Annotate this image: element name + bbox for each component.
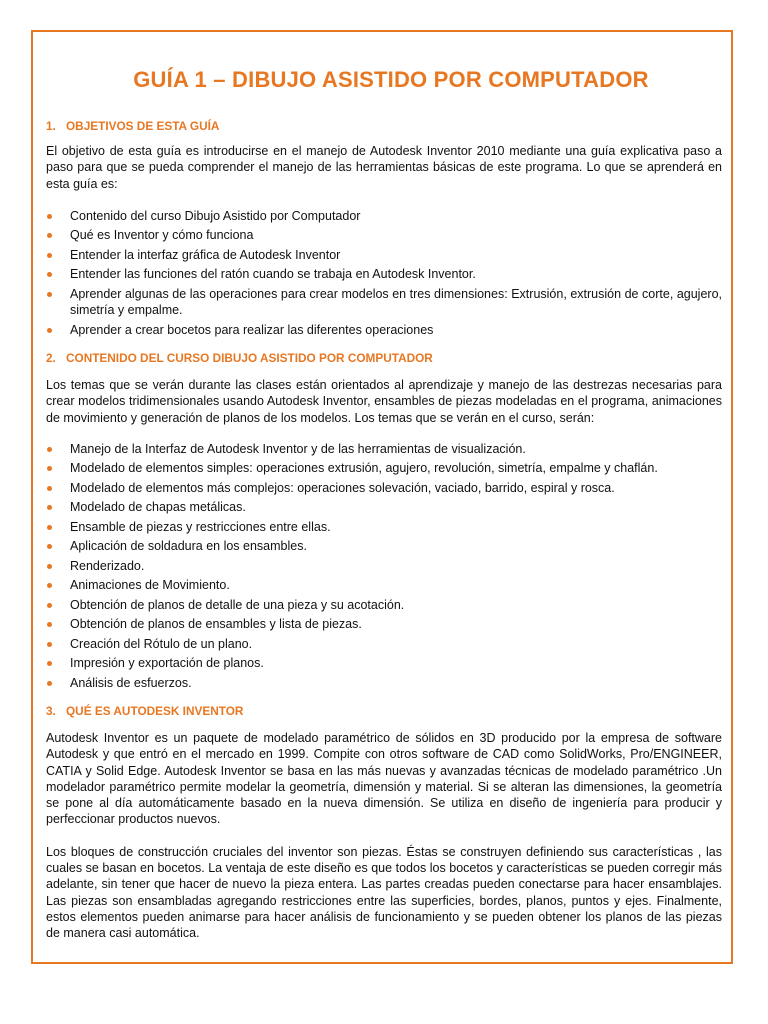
- list-item: Renderizado.: [46, 558, 722, 574]
- page-title: GUÍA 1 – DIBUJO ASISTIDO POR COMPUTADOR: [133, 67, 649, 92]
- list-item: Entender las funciones del ratón cuando se trabaja en Autodesk Inventor.: [46, 266, 722, 282]
- section-number: 1.: [46, 119, 56, 133]
- bullet-icon: [47, 525, 52, 530]
- bullet-icon: [47, 486, 52, 491]
- bullet-icon: [47, 233, 52, 238]
- section-intro: El objetivo de esta guía es introducirse en el manejo de Autodesk Inventor 2010 mediante una guía explicativa paso a paso para que se pueda comprender el manejo de las herramientas básicas de este programa. Lo que se aprenderá en esta guía es:: [46, 144, 722, 191]
- list-item: Obtención de planos de ensambles y lista de piezas.: [46, 616, 722, 632]
- list-item: Aprender algunas de las operaciones para crear modelos en tres dimensiones: Extrusión, extrusión de corte, agujero, simetría y empalme.: [46, 286, 722, 319]
- bullet-icon: [47, 564, 52, 569]
- list-item: Obtención de planos de detalle de una pieza y su acotación.: [46, 597, 722, 613]
- document-body: [46, 62, 722, 941]
- list-item: Creación del Rótulo de un plano.: [46, 636, 722, 652]
- section-heading-text: CONTENIDO DEL CURSO DIBUJO ASISTIDO POR COMPUTADOR: [66, 350, 433, 365]
- section-heading-contenido: [46, 350, 722, 366]
- bullet-icon: [47, 505, 52, 510]
- list-item: Modelado de elementos simples: operaciones extrusión, agujero, revolución, simetría, empalme y chaflán.: [46, 460, 722, 476]
- list-item: Qué es Inventor y cómo funciona: [46, 227, 722, 243]
- bullet-icon: [47, 622, 52, 627]
- section-heading-objetivos: [46, 118, 722, 134]
- bullet-icon: [47, 214, 52, 219]
- bullet-icon: [47, 253, 52, 258]
- section-heading-que-es-inventor: [46, 703, 722, 719]
- section-number: 2.: [46, 350, 56, 365]
- list-item: Entender la interfaz gráfica de Autodesk Inventor: [46, 247, 722, 263]
- list-item: Impresión y exportación de planos.: [46, 655, 722, 671]
- bullet-icon: [47, 544, 52, 549]
- bullet-icon: [47, 583, 52, 588]
- list-item: Contenido del curso Dibujo Asistido por Computador: [46, 208, 722, 224]
- bullet-list: [46, 208, 722, 338]
- section-heading-text: OBJETIVOS DE ESTA GUÍA: [66, 119, 220, 133]
- list-item: Modelado de elementos más complejos: operaciones solevación, vaciado, barrido, espiral y rosca.: [46, 480, 722, 496]
- bullet-icon: [47, 681, 52, 686]
- bullet-icon: [47, 447, 52, 452]
- bullet-list: [46, 441, 722, 691]
- body-paragraph: Los bloques de construcción cruciales del inventor son piezas. Éstas se construyen definiendo sus características , las cuales se basan en bocetos. La ventaja de este diseño es que todos los bocetos y características se pueden corregir más adelante, sin tener que hacer de nuevo la pieza entera. Las partes creadas pueden conectarse para hacer ensamblajes. Las piezas son ensambladas agregando restricciones entre las superficies, bordes, planos, puntos y ejes. Finalmente, estos elementos pueden animarse para hacer análisis de funcionamiento y se pueden obtener los planos de las piezas de manera casi automática.: [46, 844, 722, 941]
- list-item: Animaciones de Movimiento.: [46, 577, 722, 593]
- bullet-icon: [47, 272, 52, 277]
- bullet-icon: [47, 292, 52, 297]
- bullet-icon: [47, 466, 52, 471]
- list-item: Ensamble de piezas y restricciones entre ellas.: [46, 519, 722, 535]
- bullet-icon: [47, 642, 52, 647]
- bullet-icon: [47, 328, 52, 333]
- list-item: Aplicación de soldadura en los ensambles.: [46, 538, 722, 554]
- list-item: Aprender a crear bocetos para realizar las diferentes operaciones: [46, 322, 722, 338]
- list-item: Modelado de chapas metálicas.: [46, 499, 722, 515]
- bullet-icon: [47, 603, 52, 608]
- section-intro: Los temas que se verán durante las clases están orientados al aprendizaje y manejo de las destrezas necesarias para crear modelos tridimensionales usando Autodesk Inventor, ensambles de piezas modeladas en el programa, animaciones de movimiento y generación de planos de los modelos. Los temas que se verán en el curso, serán:: [46, 377, 722, 425]
- body-paragraph: Autodesk Inventor es un paquete de modelado paramétrico de sólidos en 3D producido por la empresa de software Autodesk y que entró en el mercado en 1999. Compite con otros software de CAD como SolidWorks, Pro/ENGINEER, CATIA y Solid Edge. Autodesk Inventor se basa en las más nuevas y avanzadas técnicas de modelado paramétrico .Un modelador paramétrico permite modelar la geometría, dimensión y material. Si se alteran las dimensiones, la geometría se pone al día automáticamente basado en la nueva dimensión. Se utiliza en diseño de ingeniería para producir y perfeccionar productos nuevos.: [46, 730, 722, 827]
- section-number: 3.: [46, 703, 56, 718]
- section-heading-text: QUÉ ES AUTODESK INVENTOR: [66, 703, 244, 718]
- list-item: Análisis de esfuerzos.: [46, 675, 722, 691]
- bullet-icon: [47, 661, 52, 666]
- list-item: Manejo de la Interfaz de Autodesk Inventor y de las herramientas de visualización.: [46, 441, 722, 457]
